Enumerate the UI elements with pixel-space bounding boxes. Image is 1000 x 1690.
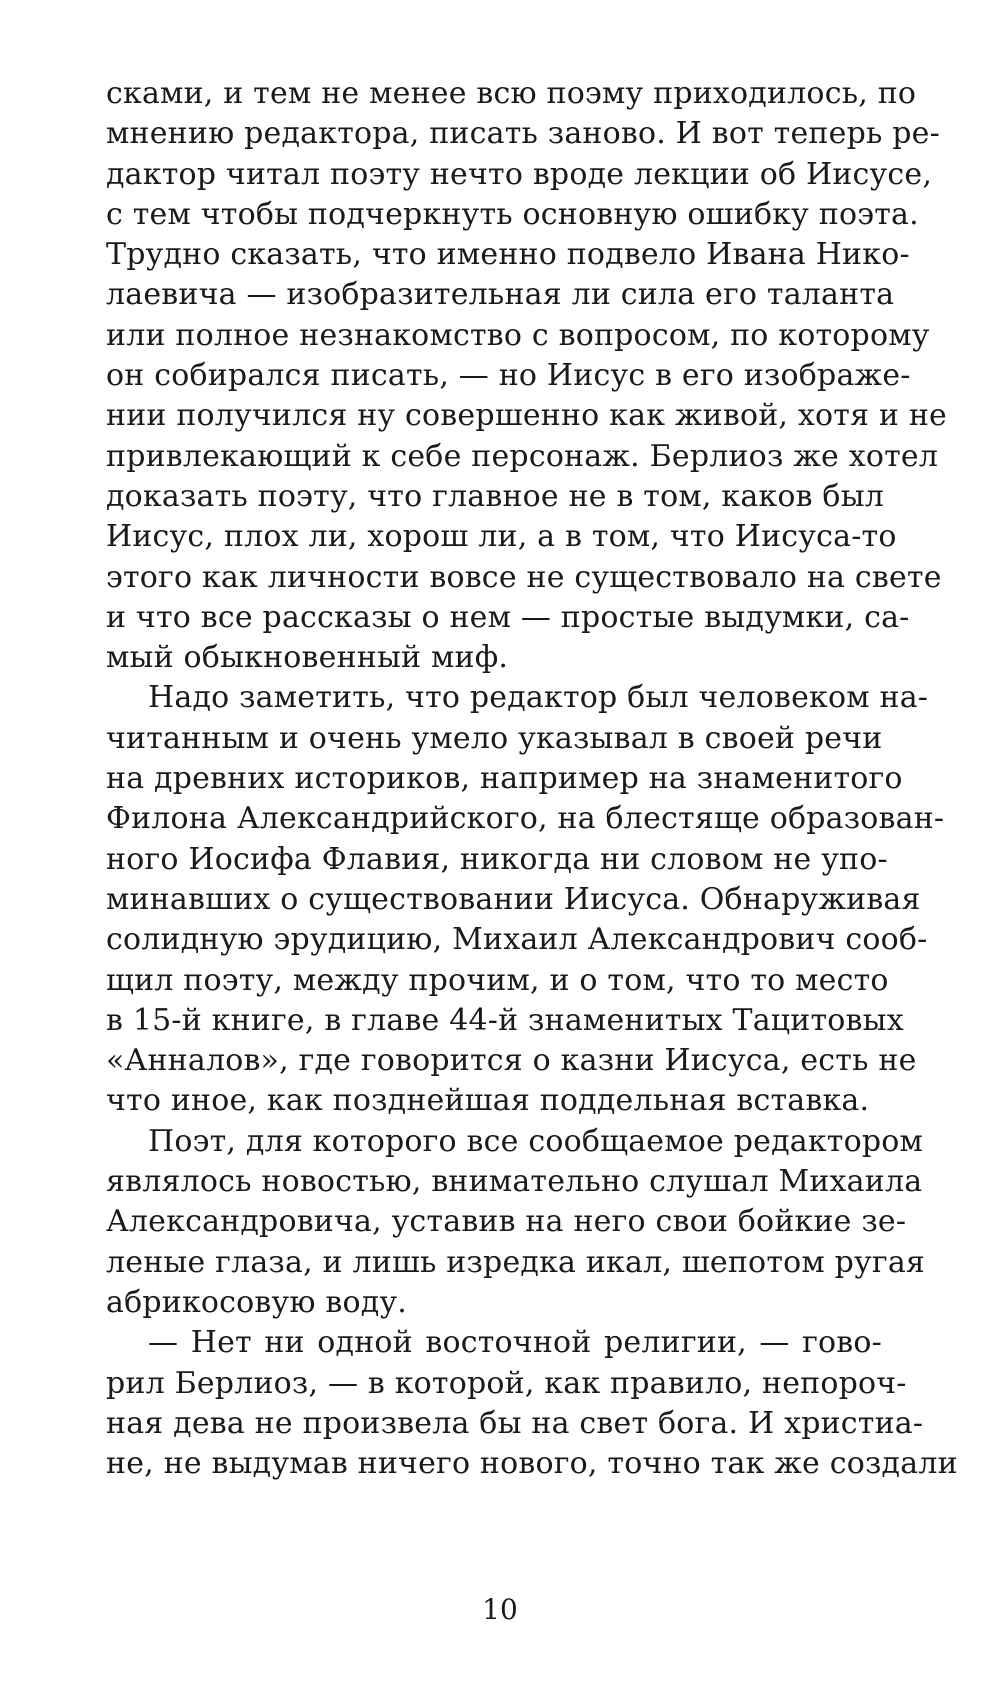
- text-line: «Анналов», где говорится о казни Иисуса, есть не: [106, 1043, 917, 1079]
- text-line: что иное, как позднейшая поддельная вставка.: [106, 1083, 870, 1119]
- text-line: дактор читал поэту нечто вроде лекции об Иисусе,: [106, 156, 933, 192]
- text-line: он собирался писать, — но Иисус в его изображе-: [106, 358, 911, 394]
- text-line: Надо заметить, что редактор был человеком на-: [148, 680, 929, 716]
- text-line: Трудно сказать, что именно подвело Ивана Нико-: [106, 237, 910, 273]
- text-line: являлось новостью, внимательно слушал Михаила: [106, 1164, 923, 1200]
- text-line: абрикосовую воду.: [106, 1284, 408, 1320]
- text-line: ная дева не произвела бы на свет бога. И христиа-: [106, 1405, 924, 1441]
- text-line: с тем чтобы подчеркнуть основную ошибку поэта.: [106, 196, 919, 232]
- text-line: минавших о существовании Иисуса. Обнаруживая: [106, 881, 921, 917]
- text-line: сками, и тем не менее всю поэму приходилось, по: [106, 76, 917, 111]
- text-line: в 15-й книге, в главе 44-й знаменитых Тацитовых: [106, 1002, 904, 1038]
- text-line: щил поэту, между прочим, и о том, что то место: [106, 962, 889, 998]
- text-line: Поэт, для которого все сообщаемое редактором: [148, 1123, 924, 1159]
- text-line: ного Иосифа Флавия, никогда ни словом не упо-: [106, 841, 888, 877]
- text-line: Александровича, уставив на него свои бойкие зе-: [106, 1204, 907, 1240]
- text-line: мый обыкновенный миф.: [106, 640, 509, 676]
- text-line: и что все рассказы о нем — простые выдумки, са-: [106, 599, 910, 635]
- text-line: не, не выдумав ничего нового, точно так же создали: [106, 1446, 958, 1482]
- text-line: леные глаза, и лишь изредка икал, шепотом ругая: [106, 1244, 926, 1280]
- page-number: 10: [482, 1593, 518, 1626]
- text-line: читанным и очень умело указывал в своей речи: [106, 720, 883, 756]
- text-line: нии получился ну совершенно как живой, хотя и не: [106, 398, 948, 434]
- text-line: лаевича — изобразительная ли сила его таланта: [106, 277, 895, 313]
- body-text: [106, 74, 958, 1484]
- text-line: на древних историков, например на знаменитого: [106, 761, 903, 797]
- text-line: рил Берлиоз, — в которой, как правило, непороч-: [106, 1365, 907, 1401]
- paragraph: [106, 678, 945, 1121]
- text-line: привлекающий к себе персонаж. Берлиоз же хотел: [106, 438, 939, 474]
- paragraph: [106, 1122, 926, 1323]
- text-line: — Нет ни одной восточной религии, — гово-: [148, 1325, 882, 1361]
- text-line: доказать поэту, что главное не в том, каков был: [106, 478, 885, 514]
- text-line: Иисус, плох ли, хорош ли, а в том, что Иисуса-то: [106, 519, 897, 555]
- text-line: этого как личности вовсе не существовало на свете: [106, 559, 942, 595]
- text-line: Филона Александрийского, на блестяще образован-: [106, 801, 945, 837]
- text-line: мнению редактора, писать заново. И вот теперь ре-: [106, 116, 940, 152]
- text-line: или полное незнакомство с вопросом, по которому: [106, 317, 930, 353]
- text-line: солидную эрудицию, Михаил Александрович сооб-: [106, 922, 928, 958]
- paragraph: [106, 1323, 958, 1484]
- paragraph: [106, 74, 948, 678]
